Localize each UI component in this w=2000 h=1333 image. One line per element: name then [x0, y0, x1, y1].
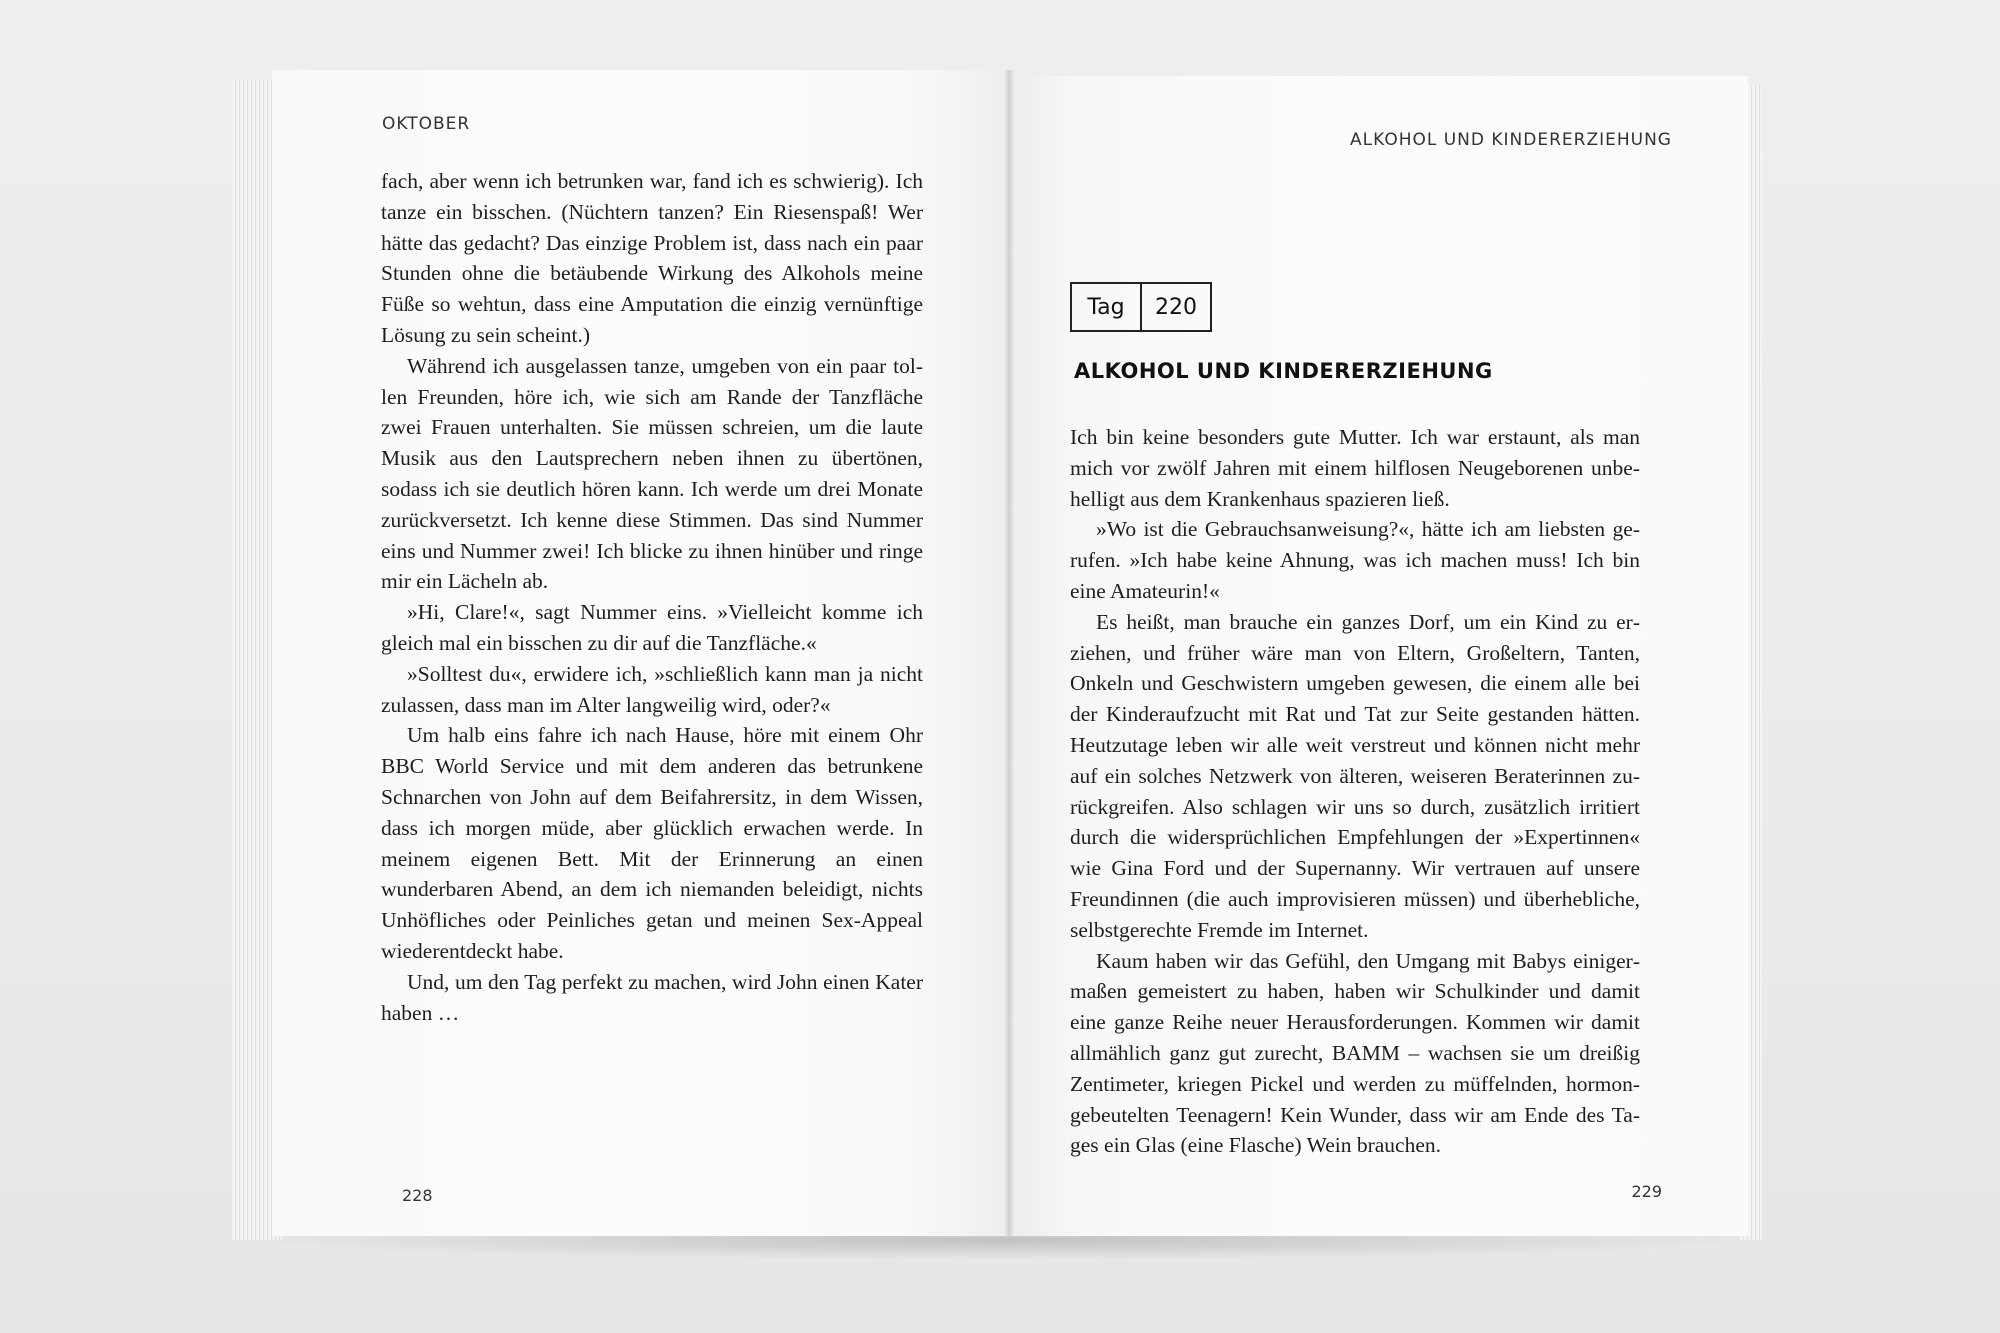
paragraph: Und, um den Tag perfekt zu machen, wird John einen Kater haben … — [381, 969, 923, 1025]
left-page-body — [381, 166, 923, 1028]
paragraph: Während ich ausgelassen tanze, umgeben von ein paar tollen Freunden, höre ich, wie sich am Rande der Tanzfläche zwei Frauen unterhalten. Sie müssen schreien, um die laute Musik aus den Lautsprechern neben ihnen zu übertönen, sodass ich sie deutlich hören kann. Ich werde um drei Monate zurückversetzt. Ich kenne diese Stimmen. Das sind Nummer eins und Nummer zwei! Ich blicke zu ihnen hinüber und ringe mir ein Lächeln ab. — [381, 353, 923, 594]
chapter-title: ALKOHOL UND KINDERERZIEHUNG — [1074, 359, 1493, 383]
paragraph: Ich bin keine besonders gute Mutter. Ich war erstaunt, als man mich vor zwölf Jahren mit einem hilflosen Neugeborenen unbehelligt aus dem Krankenhaus spazieren ließ. — [1070, 425, 1640, 511]
right-page — [1008, 76, 1748, 1236]
paragraph: »Hi, Clare!«, sagt Nummer eins. »Vielleicht komme ich gleich mal ein bisschen zu dir auf die Tanzfläche.« — [381, 600, 923, 655]
paragraph: »Wo ist die Gebrauchsanweisung?«, hätte ich am liebsten gerufen. »Ich habe keine Ahnung, was ich machen muss! Ich bin eine Amateurin!« — [1070, 517, 1640, 603]
book-gutter — [1004, 70, 1014, 1236]
paragraph: fach, aber wenn ich betrunken war, fand ich es schwierig). Ich tanze ein bisschen. (Nüchtern tanzen? Ein Riesenspaß! Wer hätte das gedacht? Das einzige Problem ist, dass nach ein paar Stunden ohne die betäubende Wirkung des Alkohols meine Füße so wehtun, dass eine Amputation die einzig vernünftige Lösung zu sein scheint.) — [381, 169, 923, 347]
paragraph: Kaum haben wir das Gefühl, den Umgang mit Babys einigermaßen gemeistert zu haben, haben wir Schulkinder und damit eine ganze Reihe neuer Herausforderungen. Kommen wir damit allmählich ganz gut zurecht, BAMM – wachsen sie um dreißig Zentimeter, kriegen Pickel und werden zu müffelnden, hormongebeutelten Teenagern! Kein Wunder, dass wir am Ende des Tages ein Glas (eine Flasche) Wein brauchen. — [1070, 948, 1640, 1158]
day-box — [1070, 282, 1212, 332]
right-page-body — [1070, 422, 1640, 1161]
running-head-left: OKTOBER — [382, 114, 471, 134]
left-page — [272, 70, 1008, 1236]
paragraph: »Solltest du«, erwidere ich, »schließlich kann man ja nicht zulassen, dass man im Alter langweilig wird, oder?« — [381, 661, 923, 717]
running-head-right: ALKOHOL UND KINDERERZIEHUNG — [1350, 130, 1672, 150]
day-label: Tag — [1072, 284, 1142, 330]
day-number: 220 — [1155, 294, 1197, 320]
page-number-right: 229 — [1631, 1182, 1662, 1201]
paragraph: Es heißt, man brauche ein ganzes Dorf, um ein Kind zu erziehen, und früher wäre man von Eltern, Großeltern, Tanten, Onkeln und Geschwistern umgeben gewesen, die einem alle bei der Kinderaufzucht mit Rat und Tat zur Seite gestanden hätten. Heutzutage leben wir alle weit verstreut und können nicht mehr auf ein solches Netzwerk von älteren, weiseren Beraterinnen zurückgreifen. Also schlagen wir uns so durch, zusätzlich irritiert durch die widersprüchlichen Empfehlungen der »Expertinnen« wie Gina Ford und der Supernanny. Wir vertrauen auf unsere Freundinnen (die auch improvisieren müssen) und überhebliche, selbstgerechte Fremde im Internet. — [1070, 609, 1640, 942]
paragraph: Um halb eins fahre ich nach Hause, höre mit einem Ohr BBC World Service und mit dem anderen das betrunkene Schnarchen von John auf dem Beifahrersitz, in dem Wissen, dass ich morgen müde, aber glücklich erwachen werde. In meinem eigenen Bett. Mit der Erinnerung an einen wunderbaren Abend, an dem ich niemanden beleidigt, nichts Unhöfliches oder Peinliches getan und meinen Sex-Appeal wiederentdeckt habe. — [381, 723, 923, 963]
page-number-left: 228 — [402, 1186, 433, 1205]
